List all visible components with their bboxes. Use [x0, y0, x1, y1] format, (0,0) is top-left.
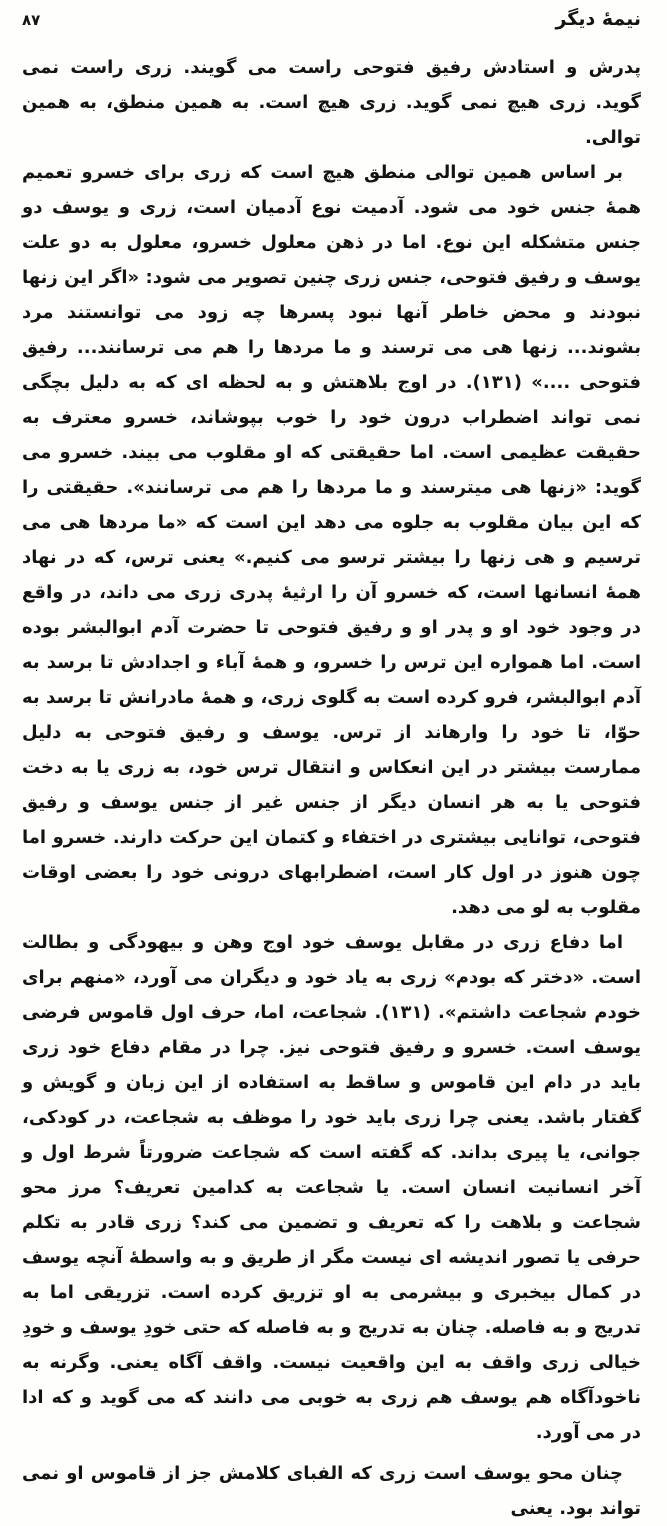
body-paragraph-1: پدرش و استادش رفیق فتوحی راست می گویند. زری راست نمی گوید. زری هیچ نمی گوید. زری هیچ است. به همین منطق، به همین توالی.: [22, 57, 641, 148]
body-paragraph-3: اما دفاع زری در مقابل یوسف خود اوج وهن و بیهودگی و بطالت است. «دختر که بودم» زری به یاد خود و دیگران می آورد، «منهم برای خودم شجاعت داشتم». (۱۳۱). شجاعت، اما، حرف اول قاموس فرضی یوسف است. خسرو و رفیق فتوحی نیز. چرا در مقام دفاع خود زری باید در دام این قاموس و ساقط به استفاده از این زبان و گویش و گفتار باشد. یعنی چرا زری باید خود را موظف به شجاعت، در کودکی، جوانی، یا پیری بداند. که گفته است که شجاعت ضرورتاً شرط اول و آخر انسانیت انسان است. یا شجاعت به کدامین تعریف؟ مرز محو شجاعت و بلاهت را که تعریف و تضمین می کند؟ زری قادر به تکلم حرفی یا تصور اندیشه ای نیست مگر از طریق و به واسطهٔ آنچه یوسف در کمال بیخبری و بیشرمی به او تزریق کرده است. تزریقی اما به تدریج و به فاصله. چنان به تدریج و به فاصله که حتی خودِ یوسف و خودِ خیالی زری واقف به این واقعیت نیست. واقف آگاه یعنی. وگرنه به ناخودآگاه هم یوسف هم زری به خوبی می دانند که می گوید و که ادا در می آورد.: [22, 932, 641, 1443]
page-header: [22, 8, 641, 50]
body-paragraph-2: بر اساس همین توالی منطق هیچ است که زری برای خسرو تعمیم همهٔ جنس خود می شود. آدمیت نوع آدمیان است، زری و یوسف دو جنس متشکله این نوع. اما در ذهن معلول خسرو، معلول به دو علت یوسف و رفیق فتوحی، جنس زری چنین تصویر می شود: «اگر این زنها نبودند و محض خاطر آنها نبود پسرها چه زود می توانستند مرد بشوند... زنها هی می ترسند و ما مردها را هم می ترسانند... رفیق فتوحی ....» (۱۳۱). در اوج بلاهتش و به لحظه ای که به دلیل بچگی نمی تواند اضطراب درون خود را خوب بپوشاند، خسرو معترف به حقیقت عظیمی است. اما حقیقتی که او مقلوب می بیند. خسرو می گوید: «زنها هی میترسند و ما مردها را هم می ترسانند». حقیقتی را که این بیان مقلوب به جلوه می دهد این است که «ما مردها هی می ترسیم و هی زنها را بیشتر ترسو می کنیم.» یعنی ترس، که در نهاد همهٔ انسانها است، که خسرو آن را ارثیهٔ پدری زری می داند، در واقع در وجود خود او و پدر او و رفیق فتوحی تا حضرت آدم ابوالبشر بوده است. اما همواره این ترس را خسرو، و همهٔ آباء و اجدادش تا برسد به آدم ابوالبشر، فرو کرده است به گلوی زری، و همهٔ مادرانش تا برسد به حوّا، تا خود را وارهاند از ترس. یوسف و رفیق فتوحی به دلیل ممارست بیشتر در این انعکاس و انتقال ترس خود، به زری یا به دخت فتوحی یا به هر انسان دیگر از جنس غیر از جنس یوسف و رفیق فتوحی، توانایی بیشتری در اختفاء و کتمان این حرکت دارند. خسرو اما چون هنوز در اول کار است، اضطرابهای درونی خود را بعضی اوقات مقلوب به لو می دهد.: [22, 162, 642, 918]
body-paragraph-4: چنان محو یوسف است زری که الفبای کلامش جز از قاموس او نمی تواند بود. یعنی: [22, 1463, 641, 1519]
body-text: [22, 50, 641, 1526]
page-number: ۸۷: [22, 11, 41, 29]
chapter-title: نیمهٔ دیگر: [555, 8, 641, 30]
